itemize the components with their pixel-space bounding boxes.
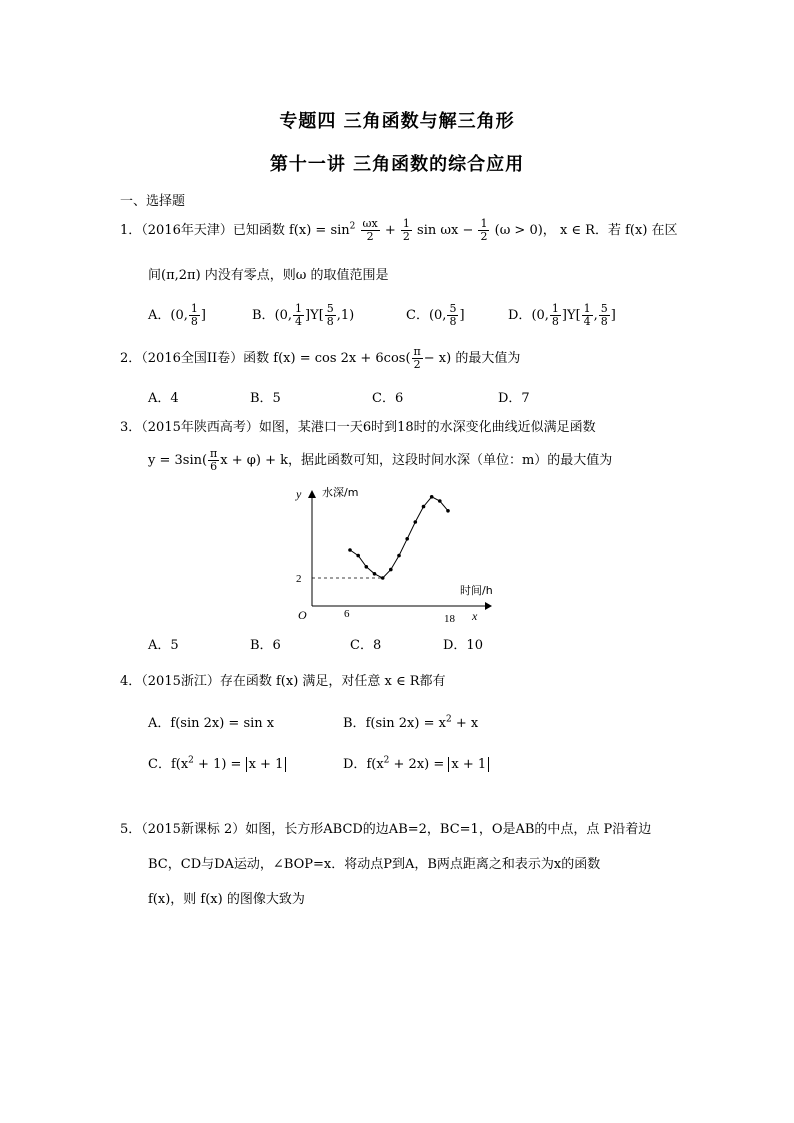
q2-lead: 2．（2016全国II卷）函数 [120, 351, 270, 366]
q4-option-d: D．$f(x^2 + 2x) = x + 1$ [343, 753, 489, 772]
data-point [397, 554, 401, 558]
q2-option-b: B．5 [250, 391, 281, 406]
q3-expr: y = 3sin( [148, 453, 208, 468]
q4-option-b: B．f(sin $2x) = x^2 + x$ [343, 714, 479, 731]
y-axis-symbol: y [296, 487, 302, 501]
y-tick-2: 2 [296, 573, 302, 585]
q4-line: 4．（2015浙江）存在函数 f(x) 满足，对任意 x ∈ R都有 [120, 674, 446, 689]
q3-tail: ，据此函数可知，这段时间水深（单位：m）的最大值为 [287, 453, 613, 468]
q2-expr: f(x) = cos 2x + 6cos( [273, 351, 411, 366]
q2-option-a: A．4 [148, 391, 179, 406]
q1-cond: (ω > 0)， [494, 223, 556, 238]
data-point [438, 499, 442, 503]
depth-curve [350, 497, 448, 578]
q3-option-b: B．6 [250, 638, 281, 653]
q5-line2: BC，CD与DA运动，∠BOP=x．将动点P到A，B两点距离之和表示为x的函数 [148, 857, 601, 872]
data-point [422, 505, 426, 509]
y-axis-label: 水深/m [322, 486, 359, 499]
q5-line3: f(x)，则 f(x) 的图像大致为 [148, 892, 305, 907]
data-point [430, 495, 434, 499]
x-axis-label: 时间/h [460, 584, 493, 597]
q2-line [120, 346, 520, 371]
q1-domain: x ∈ R [559, 223, 595, 238]
q1-frac3: $\frac{1}{2}$ [480, 217, 488, 243]
x-tick-6: 6 [344, 608, 350, 620]
data-point [381, 576, 385, 580]
q1-sq: 2 [349, 221, 356, 232]
q3-option-c: C．8 [350, 638, 382, 653]
q2-expr-b: − x) [423, 351, 452, 366]
x-axis-arrow [485, 602, 492, 610]
q1-frac2: $\frac{1}{2}$ [402, 217, 410, 243]
q1-option-a: A．(0, $\frac{1}{8}$ ] [148, 302, 206, 328]
q5-line1: 5．（2015新课标 2）如图，长方形ABCD的边AB=2，BC=1，O是AB的中点，点 P沿着边 [120, 822, 652, 837]
q1-option-d: D．(0, $\frac{1}{8}$ ]Y[ $\frac{1}{4}$ , $\frac{5}{8}$ ] [508, 302, 616, 328]
x-tick-18: 18 [444, 613, 455, 625]
data-point [365, 565, 369, 569]
q2-tail: 的最大值为 [455, 351, 521, 366]
q1-tail: ．若 f(x) 在区 [594, 223, 678, 238]
y-axis-arrow [308, 490, 316, 498]
q1-lead: 1．（2016年天津）已知函数 [120, 223, 285, 238]
data-point [356, 554, 360, 558]
q3-option-a: A．5 [148, 638, 179, 653]
q2-frac: $\frac{\pi}{2}$ [413, 345, 421, 371]
data-point [389, 568, 393, 572]
q1-option-b: B．(0, $\frac{1}{4}$ ]Y[ $\frac{5}{8}$ ,1) [252, 302, 355, 328]
q2-option-d: D．7 [498, 391, 530, 406]
data-point [373, 572, 377, 576]
q1-plus: + [384, 223, 396, 238]
q1-fx: f(x) = sin [289, 223, 350, 238]
q4-option-c: C．$f(x^2 + 1) = x + 1$ [148, 753, 286, 772]
section-label: 一、选择题 [120, 194, 186, 209]
q1-option-c: C．(0, $\frac{5}{8}$ ] [406, 302, 465, 328]
q2-option-c: C．6 [372, 391, 404, 406]
q4-option-a: A．f(sin 2x) = sin x [148, 716, 275, 731]
water-depth-chart [280, 478, 510, 628]
origin-label: O [298, 608, 307, 622]
q3-line1: 3．（2015年陕西高考）如图，某港口一天6时到18时的水深变化曲线近似满足函数 [120, 420, 596, 435]
q1-frac1: $\frac{\omega x}{2}$ [362, 217, 378, 243]
data-points [348, 495, 450, 580]
q1-line1 [120, 218, 678, 243]
lecture-title: 第十一讲 三角函数的综合应用 [269, 154, 525, 175]
q3-option-d: D．10 [443, 638, 483, 653]
q1-mid: sin ωx − [417, 223, 474, 238]
data-point [348, 548, 352, 552]
page-title: 专题四 三角函数与解三角形 [279, 111, 515, 132]
q3-frac: $\frac{\pi}{6}$ [210, 447, 218, 473]
data-point [414, 520, 418, 524]
data-point [405, 537, 409, 541]
q1-line2: 间(π,2π) 内没有零点，则ω 的取值范围是 [148, 268, 389, 283]
data-point [446, 509, 450, 513]
q3-line2 [148, 448, 612, 473]
q3-expr-b: x + φ) + k [220, 453, 288, 468]
x-axis-symbol: x [472, 609, 478, 623]
